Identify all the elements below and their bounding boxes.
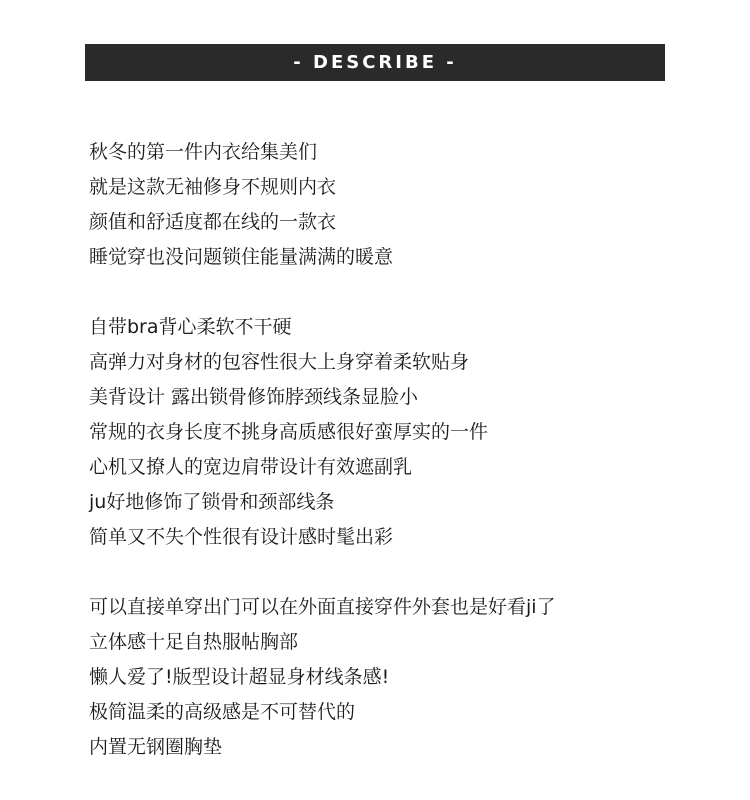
text-line: 美背设计 露出锁骨修饰脖颈线条显脸小 <box>89 386 419 408</box>
text-line: 心机又撩人的宽边肩带设计有效遮副乳 <box>89 456 413 478</box>
text-line: 常规的衣身长度不挑身高质感很好蛮厚实的一件 <box>89 421 489 443</box>
text-line: 秋冬的第一件内衣给集美们 <box>89 141 318 163</box>
text-line: 可以直接单穿出门可以在外面直接穿件外套也是好看ji了 <box>89 596 556 618</box>
text-line: 简单又不失个性很有设计感时髦出彩 <box>89 526 394 548</box>
paragraph-features <box>89 310 709 555</box>
text-line: 就是这款无袖修身不规则内衣 <box>89 176 337 198</box>
paragraph-intro <box>89 135 709 275</box>
description-content <box>89 135 709 800</box>
describe-title: - DESCRIBE - <box>293 52 457 73</box>
text-line: 极简温柔的高级感是不可替代的 <box>89 701 356 723</box>
text-line: 立体感十足自热服帖胸部 <box>89 631 299 653</box>
text-line: 高弹力对身材的包容性很大上身穿着柔软贴身 <box>89 351 470 373</box>
text-line: 自带bra背心柔软不干硬 <box>89 316 292 338</box>
describe-header-bar <box>85 44 665 81</box>
text-line: 内置无钢圈胸垫 <box>89 736 223 758</box>
text-line: 睡觉穿也没问题锁住能量满满的暖意 <box>89 246 394 268</box>
text-line: 颜值和舒适度都在线的一款衣 <box>89 211 337 233</box>
text-line: 懒人爱了!版型设计超显身材线条感! <box>89 666 390 688</box>
paragraph-styling <box>89 590 709 765</box>
text-line: ju好地修饰了锁骨和颈部线条 <box>89 491 335 513</box>
